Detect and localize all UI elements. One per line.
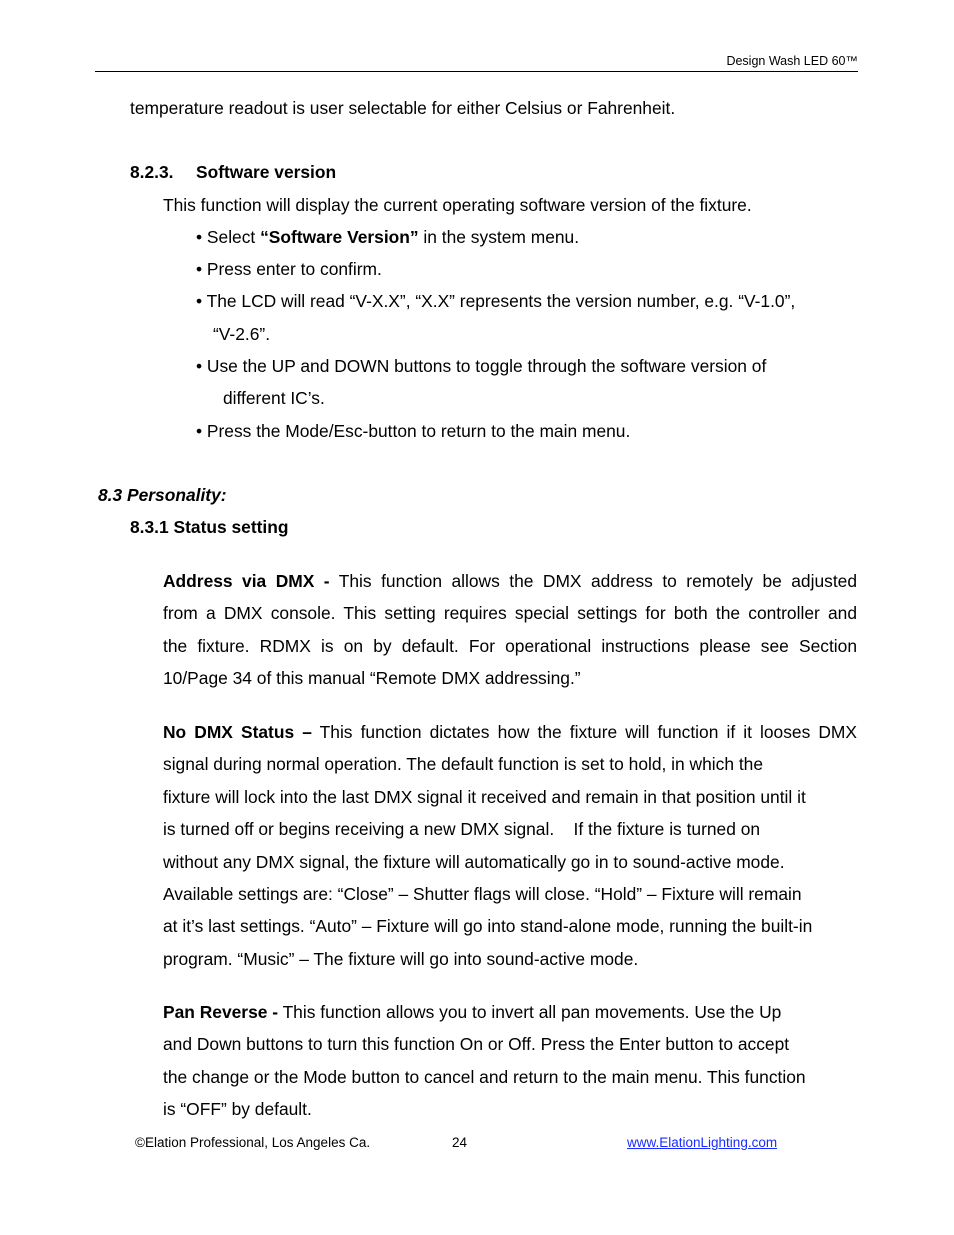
pan-reverse-line: the change or the Mode button to cancel and return to the main menu. This function [163,1066,806,1087]
no-dmx-line: is turned off or begins receiving a new DMX signal. If the fixture is turned on [163,819,761,840]
no-dmx-paragraph [163,716,857,975]
section-823-number: 8.2.3. [130,162,174,182]
section-831-title: 8.3.1 Status setting [130,517,289,537]
address-dmx-line: Address via DMX - This function allows the DMX address to remotely be adjusted [163,571,858,591]
bullet-select-post: in the system menu. [418,227,580,247]
no-dmx-line: without any DMX signal, the fixture will automatically go in to sound-active mode. [163,851,785,872]
footer-copyright: ©Elation Professional, Los Angeles Ca. [135,1135,371,1150]
pan-reverse-label: Pan Reverse - [163,1002,279,1022]
address-dmx-line: 10/Page 34 of this manual “Remote DMX addressing.” [163,668,581,689]
address-dmx-line: from a DMX console. This setting requires special settings for both the controller and [163,603,857,624]
pan-reverse-line: Pan Reverse - This function allows you to invert all pan movements. Use the Up [163,1002,782,1022]
no-dmx-label: No DMX Status – [163,722,312,742]
section-823-title: Software version [196,162,337,182]
header-title: Design Wash LED 60™ [726,54,858,68]
software-bullet-toggle-line1: • Use the UP and DOWN buttons to toggle through the software version of [196,356,767,376]
address-dmx-line: the fixture. RDMX is on by default. For operational instructions please see Section [163,635,857,656]
address-dmx-paragraph [163,565,857,695]
pan-reverse-paragraph [163,996,857,1126]
bullet-select-bold: “Software Version” [260,227,419,247]
section-823-description: This function will display the current operating software version of the fixture. [163,195,752,215]
footer-website-link[interactable]: www.ElationLighting.com [627,1135,778,1150]
pan-reverse-line: is “OFF” by default. [163,1099,312,1120]
software-bullet-select [196,227,579,247]
footer-page-number: 24 [452,1135,468,1150]
no-dmx-line: at it’s last settings. “Auto” – Fixture will go into stand-alone mode, running the built-in [163,916,813,937]
software-bullet-toggle-line2: different IC’s. [223,388,325,408]
software-bullet-return: • Press the Mode/Esc-button to return to the main menu. [196,421,631,441]
header-divider [95,71,858,72]
no-dmx-line: program. “Music” – The fixture will go into sound-active mode. [163,948,639,969]
no-dmx-line: No DMX Status – This function dictates how the fixture will function if it looses DMX [163,722,857,742]
pan-reverse-line: and Down buttons to turn this function On or Off. Press the Enter button to accept [163,1034,790,1055]
bullet-select-pre: • Select [196,227,261,247]
software-bullet-confirm: • Press enter to confirm. [196,259,382,279]
software-bullet-lcd-line1: • The LCD will read “V-X.X”, “X.X” represents the version number, e.g. “V-1.0”, [196,291,796,311]
intro-line: temperature readout is user selectable for either Celsius or Fahrenheit. [130,98,676,118]
no-dmx-line: fixture will lock into the last DMX signal it received and remain in that position until it [163,786,806,807]
no-dmx-line: Available settings are: “Close” – Shutter flags will close. “Hold” – Fixture will remain [163,884,802,905]
address-dmx-label: Address via DMX - [163,571,330,591]
section-83-title: 8.3 Personality: [98,485,227,505]
software-bullet-lcd-line2: “V-2.6”. [213,324,271,344]
no-dmx-line: signal during normal operation. The default function is set to hold, in which the [163,754,764,775]
